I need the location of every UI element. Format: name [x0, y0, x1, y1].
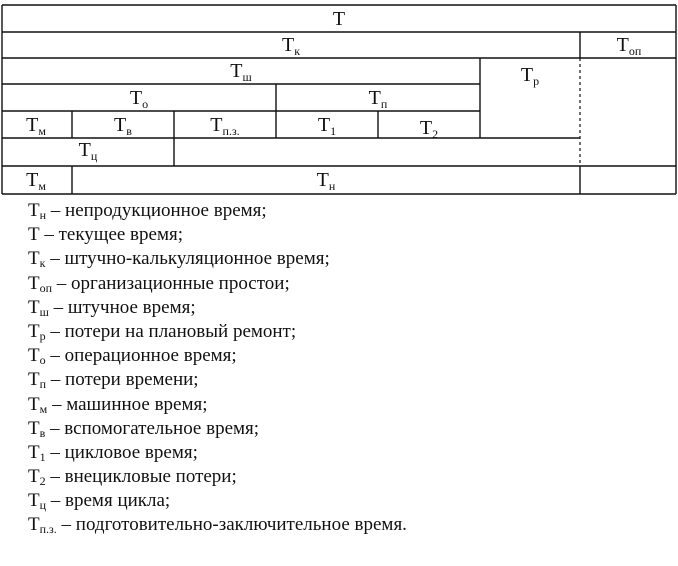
legend-item — [28, 513, 407, 537]
legend-item — [28, 465, 407, 489]
cell-label-t2: $T_2$ — [419, 117, 439, 141]
diagram-grid-lines — [2, 5, 676, 194]
cell-label-tpz: $T_{п.з.}$ — [210, 114, 240, 138]
legend-text: – потери времени; — [46, 369, 199, 391]
legend-text: – операционное время; — [45, 345, 237, 367]
cell-label-tk: $T_к$ — [281, 34, 301, 58]
legend-item — [28, 199, 407, 223]
legend-symbol: $T_в$ — [28, 417, 46, 440]
cell-label-tn: $T_н$ — [316, 169, 336, 193]
legend-text: – машинное время; — [47, 393, 208, 415]
legend-text: – время цикла; — [46, 490, 171, 512]
legend-item — [28, 393, 407, 417]
legend-symbol: $T_п$ — [28, 369, 47, 392]
legend-list — [28, 199, 407, 538]
legend-text: – организационные простои; — [52, 272, 290, 294]
cell-label-tp: $T_п$ — [368, 87, 388, 111]
legend-text: – потери на плановый ремонт; — [45, 320, 297, 342]
cell-label-t: T — [332, 8, 346, 30]
diagram-cell-labels — [26, 8, 642, 193]
cell-label-to: $T_о$ — [129, 87, 149, 111]
time-structure-diagram — [0, 0, 678, 200]
cell-label-tc: $T_ц$ — [78, 139, 98, 163]
legend-symbol: $T_ш$ — [28, 296, 49, 319]
legend-item — [28, 320, 407, 344]
legend-item — [28, 272, 407, 296]
legend-item — [28, 417, 407, 441]
cell-label-tm-row6: $T_м$ — [26, 169, 46, 193]
legend-item — [28, 344, 407, 368]
legend-text: – вспомогательное время; — [45, 417, 260, 439]
cell-label-tm-row4: $T_м$ — [26, 114, 46, 138]
legend-text: – непродукционное время; — [46, 200, 267, 221]
legend-symbol: $T_р$ — [28, 320, 46, 343]
legend-symbol: $T_{п.з.}$ — [28, 514, 57, 537]
cell-label-tv: $T_в$ — [114, 114, 132, 138]
cell-label-tsh: $T_ш$ — [230, 60, 252, 84]
legend-symbol: $T_{оп}$ — [28, 272, 53, 295]
legend-symbol: $T_1$ — [28, 441, 46, 464]
cell-label-tr: $T_р$ — [520, 64, 540, 88]
legend-item — [28, 296, 407, 320]
cell-label-t1: $T_1$ — [317, 114, 337, 138]
cell-label-top: $T_{оп}$ — [616, 34, 642, 58]
legend-item — [28, 489, 407, 513]
legend-text: – цикловое время; — [45, 441, 198, 463]
legend-symbol: T — [28, 224, 40, 246]
legend-item — [28, 247, 407, 271]
legend-symbol: $T_2$ — [28, 466, 46, 489]
legend-text: – штучно-калькуляционное время; — [45, 248, 330, 270]
legend-text: – подготовительно-заключительное время. — [56, 514, 407, 536]
legend-text: – штучное время; — [48, 296, 196, 318]
legend-symbol: $T_н$ — [28, 200, 47, 222]
legend-item — [28, 441, 407, 465]
legend-text: – текущее время; — [39, 224, 183, 246]
legend-item — [28, 223, 407, 247]
legend-text: – внецикловые потери; — [45, 466, 237, 488]
legend-symbol: $T_ц$ — [28, 490, 47, 513]
legend-symbol: $T_к$ — [28, 248, 46, 271]
legend-item — [28, 368, 407, 392]
legend-symbol: $T_м$ — [28, 393, 48, 416]
legend-symbol: $T_о$ — [28, 345, 46, 368]
